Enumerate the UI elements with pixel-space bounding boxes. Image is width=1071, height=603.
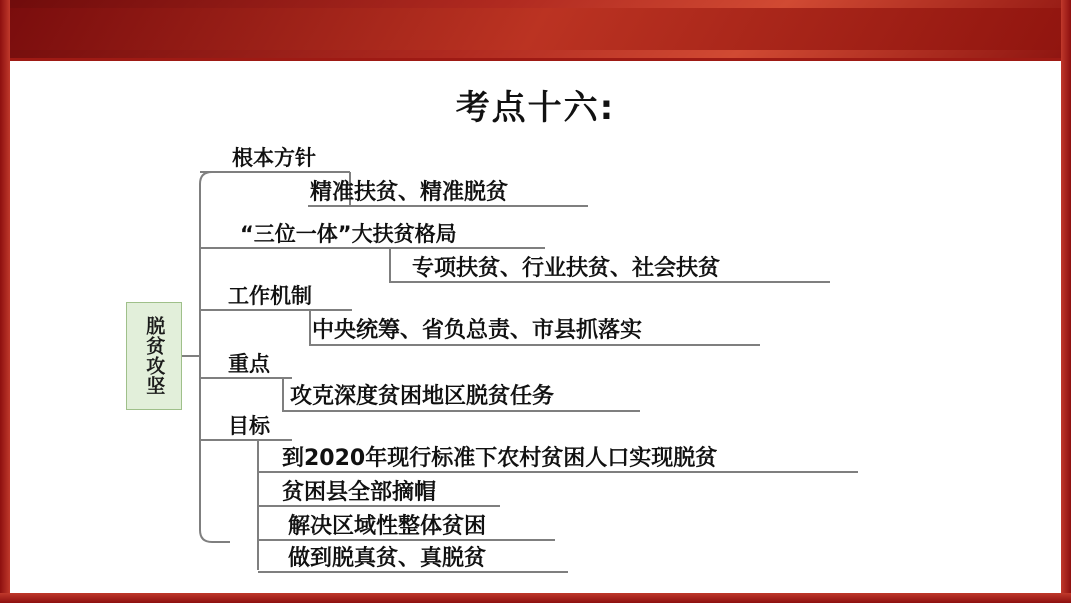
branch-detail-4-2: 解决区域性整体贫困: [288, 514, 487, 539]
branch-detail-3: 攻克深度贫困地区脱贫任务: [290, 384, 555, 409]
branch-detail-0: 精准扶贫、精准脱贫: [310, 180, 509, 205]
mindmap-root-label: 脱贫攻坚: [143, 316, 166, 396]
branch-detail-4-1: 贫困县全部摘帽: [282, 480, 437, 505]
branch-label-1: “三位一体”大扶贫格局: [240, 222, 457, 246]
branch-label-2: 工作机制: [228, 284, 312, 308]
branch-detail-2: 中央统筹、省负总责、市县抓落实: [312, 318, 643, 343]
branch-label-0: 根本方针: [232, 146, 316, 170]
branch-detail-1: 专项扶贫、行业扶贫、社会扶贫: [412, 256, 721, 281]
branch-label-3: 重点: [228, 352, 270, 376]
page-title: 考点十六:: [455, 88, 616, 128]
branch-detail-4-3: 做到脱真贫、真脱贫: [288, 546, 487, 571]
branch-label-4: 目标: [228, 414, 270, 438]
branch-detail-4-0: 到2020年现行标准下农村贫困人口实现脱贫: [282, 446, 718, 471]
mindmap-root-node: [126, 302, 182, 410]
